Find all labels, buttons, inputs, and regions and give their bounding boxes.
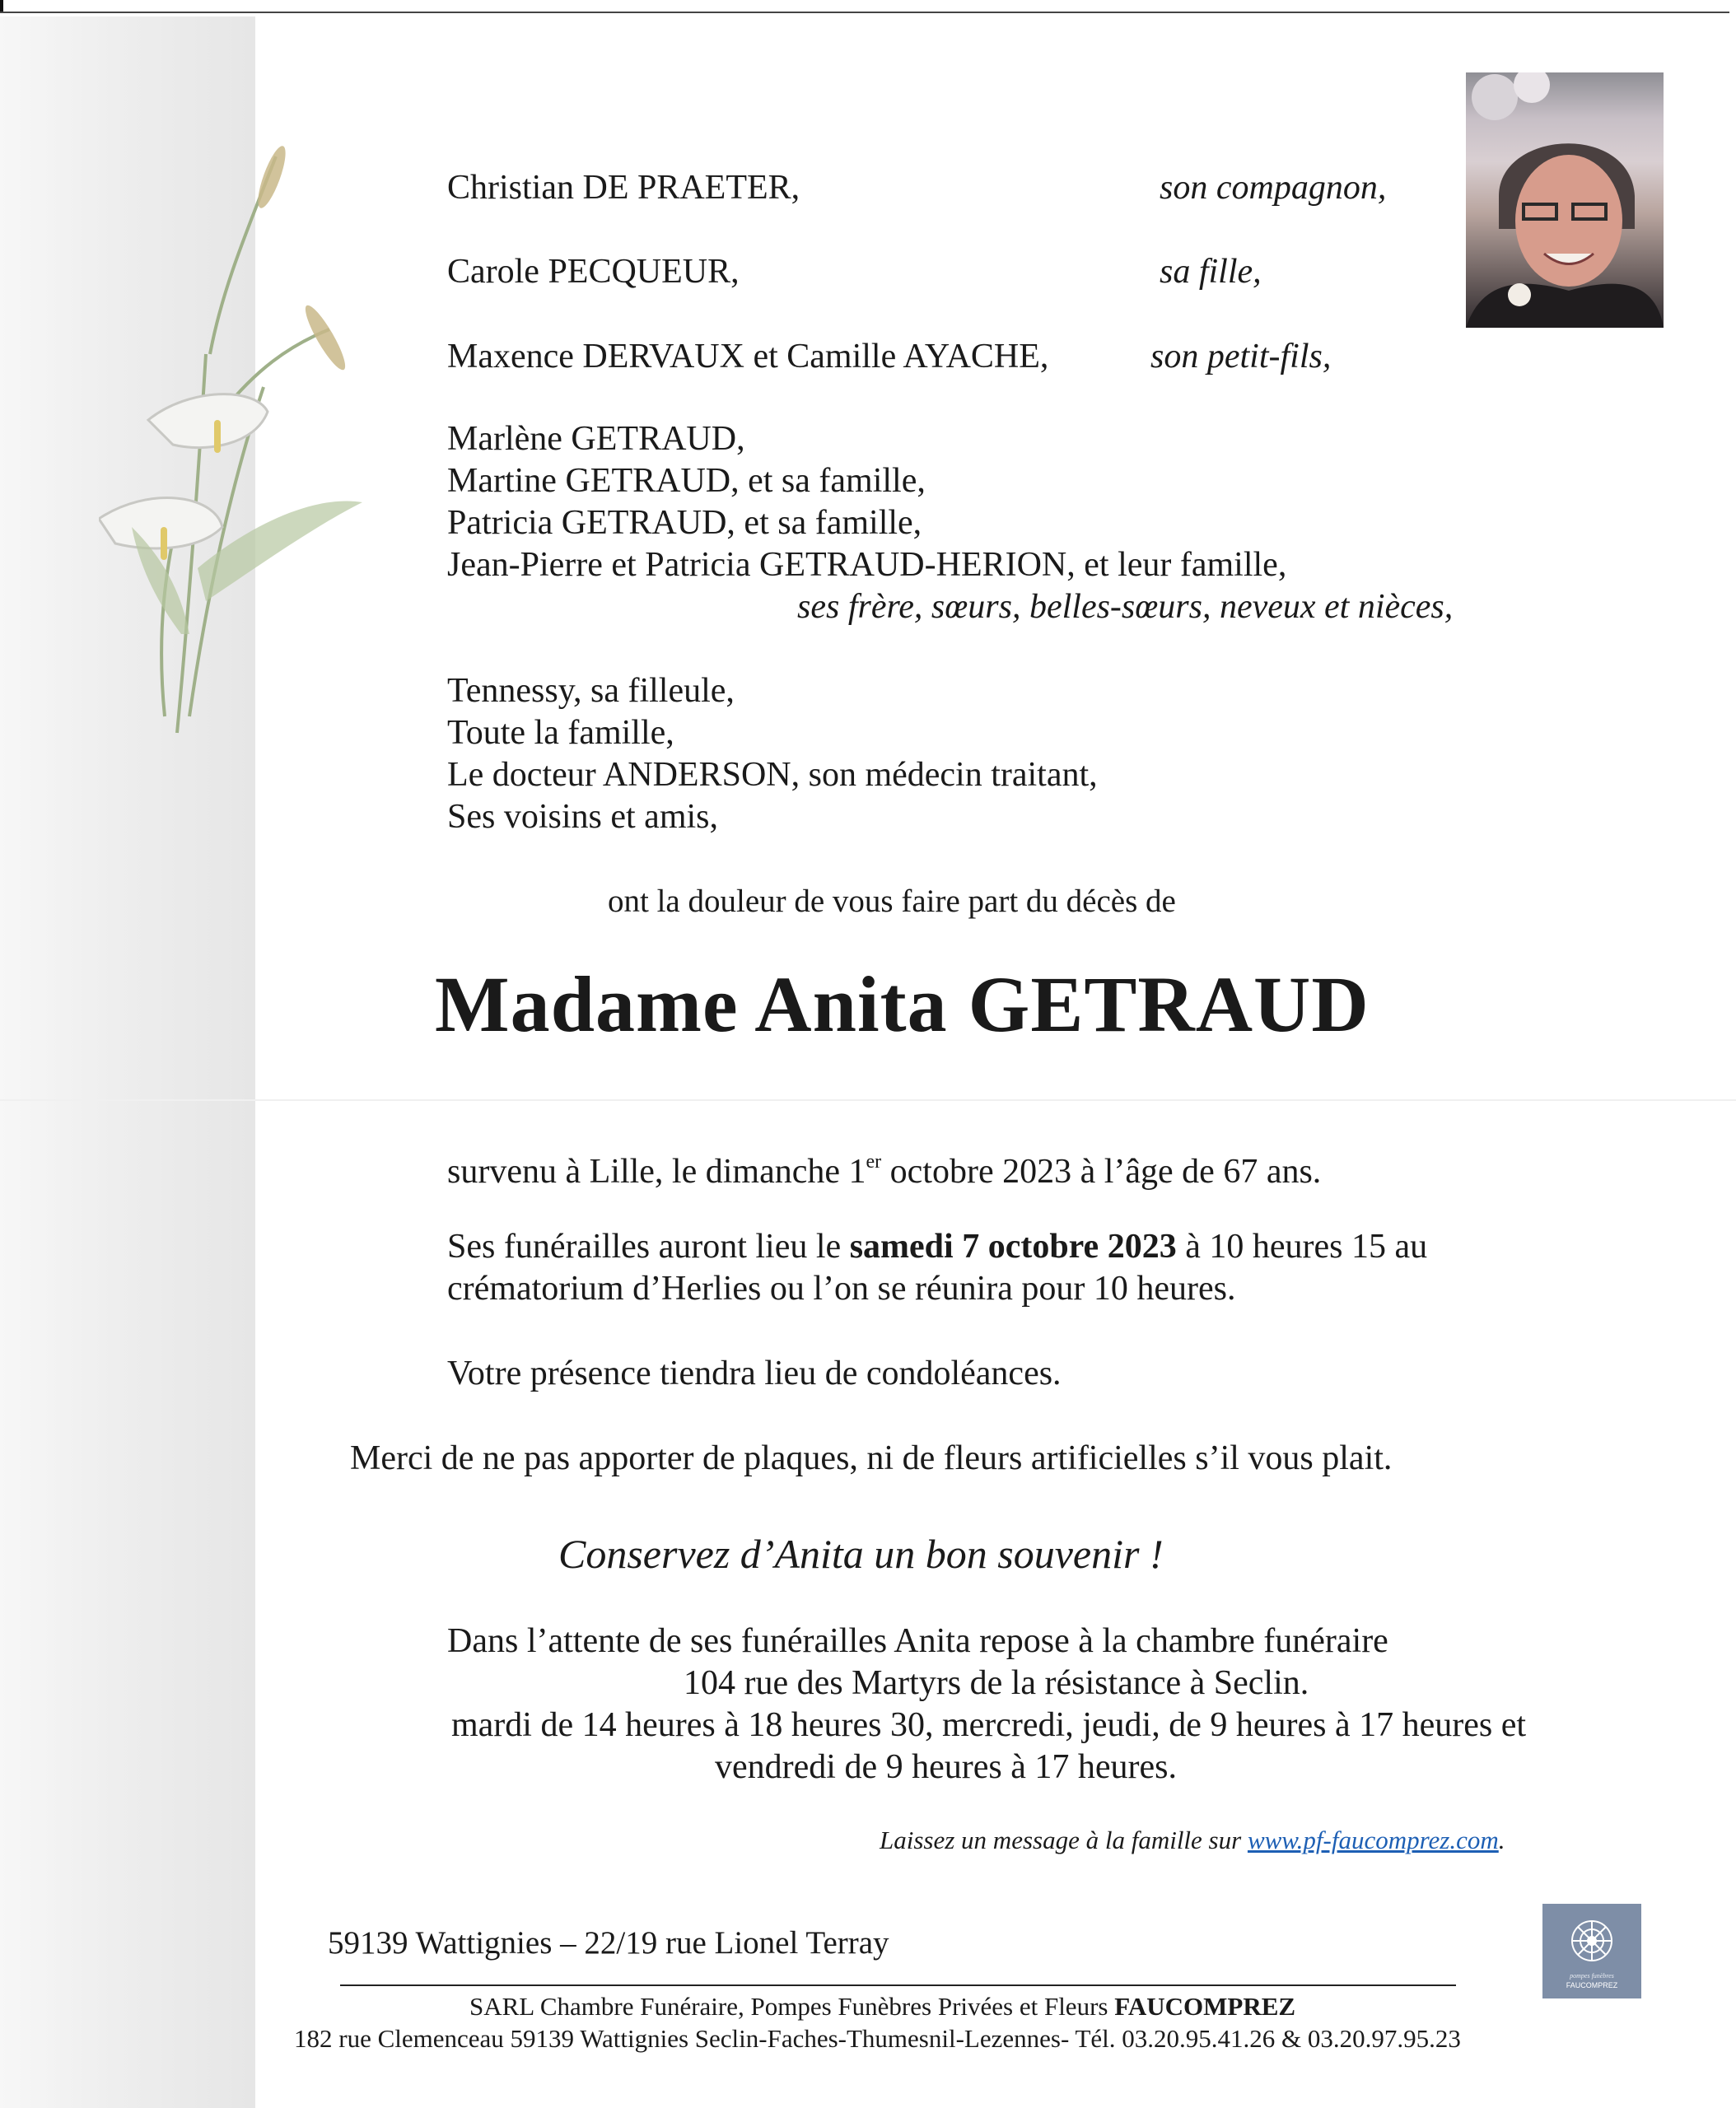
- family-companion-role: son compagnon,: [1160, 169, 1387, 207]
- death-details-text: survenu à Lille, le dimanche 1: [447, 1153, 866, 1191]
- company-address-line: 182 rue Clemenceau 59139 Wattignies Seclin-Faches-Thumesnil-Lezennes- Tél. 03.20.95.41.26 & 03.20.97.95.23: [294, 2024, 1461, 2053]
- guestbook-message: [880, 1826, 1505, 1855]
- rest-line-2: 104 rue des Martyrs de la résistance à Seclin.: [684, 1664, 1309, 1702]
- funeral-time: à 10 heures 15 au: [1176, 1228, 1428, 1266]
- deceased-name: Madame Anita GETRAUD: [435, 960, 1370, 1048]
- other-relative-line: Le docteur ANDERSON, son médecin traitant,: [447, 756, 1098, 794]
- funeral-line-1: [447, 1226, 1427, 1267]
- footer-divider: [340, 1984, 1456, 1986]
- rest-line-1: Dans l’attente de ses funérailles Anita repose à la chambre funéraire: [447, 1622, 1388, 1660]
- other-relative-line: Tennessy, sa filleule,: [447, 672, 735, 710]
- funeral-line-2: crématorium d’Herlies ou l’on se réunira pour 10 heures.: [447, 1270, 1236, 1308]
- family-companion-name: Christian DE PRAETER,: [447, 169, 800, 207]
- guestbook-text: Laissez un message à la famille sur: [880, 1826, 1248, 1854]
- company-name-line: [469, 1990, 1295, 2023]
- remember-quote: Conservez d’Anita un bon souvenir !: [558, 1531, 1164, 1577]
- family-grandson-name: Maxence DERVAUX et Camille AYACHE,: [447, 338, 1049, 375]
- condolences-note: Votre présence tiendra lieu de condoléances.: [447, 1355, 1062, 1392]
- top-border-line: [0, 12, 1729, 13]
- portrait-photo: [1466, 72, 1664, 328]
- announcement-intro: ont la douleur de vous faire part du décès de: [608, 884, 1176, 919]
- sibling-line: Patricia GETRAUD, et sa famille,: [447, 504, 922, 542]
- logo-line-2: FAUCOMPREZ: [1566, 1981, 1618, 1989]
- calla-lily-wheat-illustration: [99, 140, 371, 766]
- sibling-line: Jean-Pierre et Patricia GETRAUD-HERION, et leur famille,: [447, 546, 1287, 584]
- family-daughter-name: Carole PECQUEUR,: [447, 253, 740, 291]
- sibling-line: Marlène GETRAUD,: [447, 420, 745, 458]
- rosette-icon: [1542, 1904, 1641, 1998]
- funeral-text: Ses funérailles auront lieu le: [447, 1228, 850, 1266]
- logo-line-1: pompes funèbres: [1570, 1972, 1614, 1980]
- guestbook-link[interactable]: www.pf-faucomprez.com: [1247, 1826, 1499, 1854]
- family-grandson-role: son petit-fils,: [1150, 338, 1332, 375]
- family-daughter-role: sa fille,: [1160, 253, 1262, 291]
- other-relative-line: Toute la famille,: [447, 714, 674, 752]
- no-flowers-note: Merci de ne pas apporter de plaques, ni de fleurs artificielles s’il vous plait.: [350, 1439, 1393, 1477]
- rest-line-4: vendredi de 9 heures à 17 heures.: [715, 1748, 1177, 1786]
- death-details: [447, 1141, 1321, 1192]
- siblings-role: ses frère, sœurs, belles-sœurs, neveux et nièces,: [797, 588, 1454, 626]
- funeral-home-logo: [1542, 1904, 1641, 1998]
- guestbook-suffix: .: [1498, 1826, 1505, 1854]
- ordinal-superscript: er: [866, 1151, 882, 1173]
- funeral-date: samedi 7 octobre 2023: [849, 1228, 1177, 1266]
- other-relative-line: Ses voisins et amis,: [447, 798, 719, 836]
- footer-address: 59139 Wattignies – 22/19 rue Lionel Terray: [328, 1925, 889, 1961]
- death-details-text-end: octobre 2023 à l’âge de 67 ans.: [881, 1153, 1322, 1191]
- sibling-line: Martine GETRAUD, et sa famille,: [447, 462, 926, 500]
- company-description: SARL Chambre Funéraire, Pompes Funèbres Privées et Fleurs: [469, 1992, 1115, 2021]
- rest-line-3: mardi de 14 heures à 18 heures 30, mercredi, jeudi, de 9 heures à 17 heures et: [451, 1706, 1527, 1744]
- page-fold-line: [0, 1099, 1736, 1101]
- company-name: FAUCOMPREZ: [1114, 1992, 1296, 2021]
